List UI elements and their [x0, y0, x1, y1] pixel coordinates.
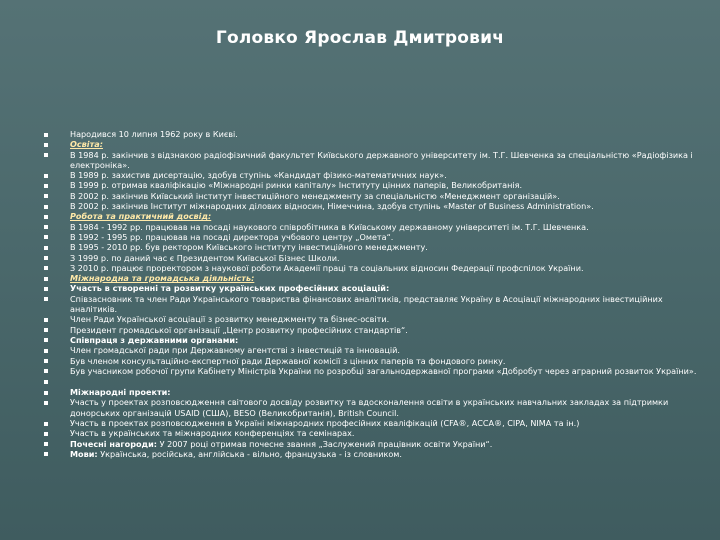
bio-list — [44, 129, 704, 459]
bullet-item — [44, 366, 704, 376]
square-bullet-icon — [44, 452, 48, 456]
square-bullet-icon — [44, 442, 48, 446]
square-bullet-icon — [44, 184, 48, 188]
item-text: Був учасником робочої групи Кабінету Міністрів України по розробці загальнодержавної програми «Добробут через аграрний розвиток України». — [70, 365, 697, 376]
item-text: В 2002 р. закінчив Інститут міжнародних ділових відносин, Німеччина, здобув ступінь «Master of Business Administration». — [70, 201, 594, 212]
item-text: Участь в створенні та розвитку українських професійних асоціацій: — [70, 283, 390, 294]
square-bullet-icon — [44, 359, 48, 363]
square-bullet-icon — [44, 287, 48, 291]
bullet-item — [44, 273, 704, 283]
bullet-item — [44, 211, 704, 221]
bullet-item — [44, 263, 704, 273]
item-text: В 1989 р. захистив дисертацію, здобув ступінь «Кандидат фізико-математичних наук». — [70, 170, 447, 181]
square-bullet-icon — [44, 235, 48, 239]
bullet-item — [44, 232, 704, 242]
bullet-item — [44, 345, 704, 355]
square-bullet-icon — [44, 422, 48, 426]
bullet-item — [44, 376, 704, 387]
square-bullet-icon — [44, 391, 48, 395]
bullet-item — [44, 242, 704, 252]
bullet-item — [44, 294, 704, 315]
section-heading: Освіта: — [70, 139, 103, 150]
square-bullet-icon — [44, 215, 48, 219]
square-bullet-icon — [44, 328, 48, 332]
item-text: У 2007 році отримав почесне звання „Заслужений працівник освіти України“. — [157, 438, 493, 449]
item-text: Народився 10 липня 1962 року в Києві. — [70, 129, 238, 139]
item-text: Співзасновник та член Ради Українського товариства фінансових аналітиків, представляє Україну в Асоціації міжнародних інвестиційних аналітиків. — [70, 293, 663, 315]
bullet-item — [44, 335, 704, 345]
square-bullet-icon — [44, 401, 48, 405]
item-text: В 1999 р. отримав кваліфікацію «Міжнародні ринки капіталу» Інституту цінних паперів, Великобританія. — [70, 180, 523, 191]
bullet-item — [44, 191, 704, 201]
bullet-item — [44, 356, 704, 366]
item-text: Член громадської ради при Державному агентстві з інвестицій та інновацій. — [70, 345, 400, 356]
square-bullet-icon — [44, 225, 48, 229]
square-bullet-icon — [44, 277, 48, 281]
square-bullet-icon — [44, 349, 48, 353]
square-bullet-icon — [44, 133, 48, 137]
item-text: З 2010 р. працює проректором з наукової роботи Академії праці та соціальних відносин Федерації профспілок України. — [70, 262, 584, 273]
item-text: В 2002 р. закінчив Київський інститут інвестиційного менеджменту за спеціальністю «Менеджмент організацій». — [70, 190, 560, 201]
item-text: Співпраця з державними органами: — [70, 334, 239, 345]
square-bullet-icon — [44, 369, 48, 373]
bullet-item — [44, 314, 704, 324]
square-bullet-icon — [44, 194, 48, 198]
square-bullet-icon — [44, 205, 48, 209]
bullet-item — [44, 170, 704, 180]
square-bullet-icon — [44, 266, 48, 270]
bullet-item — [44, 325, 704, 335]
item-text: В 1995 - 2010 рр. був ректором Київського інституту інвестиційного менеджменту. — [70, 242, 428, 253]
item-text: Був членом консультаційно-експертної ради Державної комісії з цінних паперів та фондового ринку. — [70, 355, 506, 366]
bullet-item — [44, 129, 704, 139]
square-bullet-icon — [44, 246, 48, 250]
item-text: Член Ради Української асоціації з розвитку менеджменту та бізнес-освіти. — [70, 314, 390, 325]
bullet-item — [44, 201, 704, 211]
bullet-item — [44, 222, 704, 232]
square-bullet-icon — [44, 318, 48, 322]
square-bullet-icon — [44, 380, 48, 384]
bullet-item — [44, 428, 704, 438]
item-text: Міжнародні проекти: — [70, 387, 171, 398]
bullet-item — [44, 439, 704, 449]
bullet-item — [44, 283, 704, 293]
item-text: В 1984 - 1992 рр. працював на посаді наукового співробітника в Київському державному університеті ім. Т.Г. Шевченка. — [70, 221, 589, 232]
bullet-item — [44, 180, 704, 190]
square-bullet-icon — [44, 153, 48, 157]
bullet-item — [44, 449, 704, 459]
item-text: З 1999 р. по даний час є Президентом Київської Бізнес Школи. — [70, 252, 340, 263]
section-heading: Робота та практичний досвід: — [70, 211, 212, 222]
square-bullet-icon — [44, 256, 48, 260]
square-bullet-icon — [44, 338, 48, 342]
item-text: Українська, російська, англійська - вільно, французька - із словником. — [97, 448, 402, 459]
square-bullet-icon — [44, 297, 48, 301]
slide-title: Головко Ярослав Дмитрович — [215, 28, 505, 48]
square-bullet-icon — [44, 174, 48, 178]
section-heading: Міжнародна та громадська діяльність: — [70, 273, 255, 284]
item-lead-label: Почесні нагороди: — [70, 438, 158, 449]
square-bullet-icon — [44, 432, 48, 436]
bullet-item — [44, 150, 704, 171]
item-text: В 1984 р. закінчив з відзнакою радіофізичний факультет Київського державного університету ім. Т.Г. Шевченка за спеціальністю «Радіофізика і електроніка». — [70, 149, 693, 170]
item-lead-label: Мови: — [70, 448, 98, 459]
item-text: Участь в українських та міжнародних конференціях та семінарах. — [70, 428, 355, 439]
item-text: Участь у проектах розповсюдження світового досвіду розвитку та вдосконалення освіти в українських навчальних закладах за підтримки донорських організацій USAID (США), BESO (Великобританія), British Council. — [70, 397, 669, 418]
item-text: В 1992 - 1995 рр. працював на посаді директора учбового центру „Омета“. — [70, 231, 394, 242]
square-bullet-icon — [44, 143, 48, 147]
bullet-item — [44, 253, 704, 263]
bullet-item — [44, 397, 704, 418]
bullet-item — [44, 418, 704, 428]
item-text: Участь в проектах розповсюдження в Україні міжнародних професійних кваліфікацій (CFA®, ACCA®, CIPA, NIMA та ін.) — [70, 418, 580, 429]
bullet-item — [44, 139, 704, 149]
item-text: Президент громадської організації „Центр розвитку професійних стандартів“. — [70, 324, 408, 335]
bullet-item — [44, 387, 704, 397]
